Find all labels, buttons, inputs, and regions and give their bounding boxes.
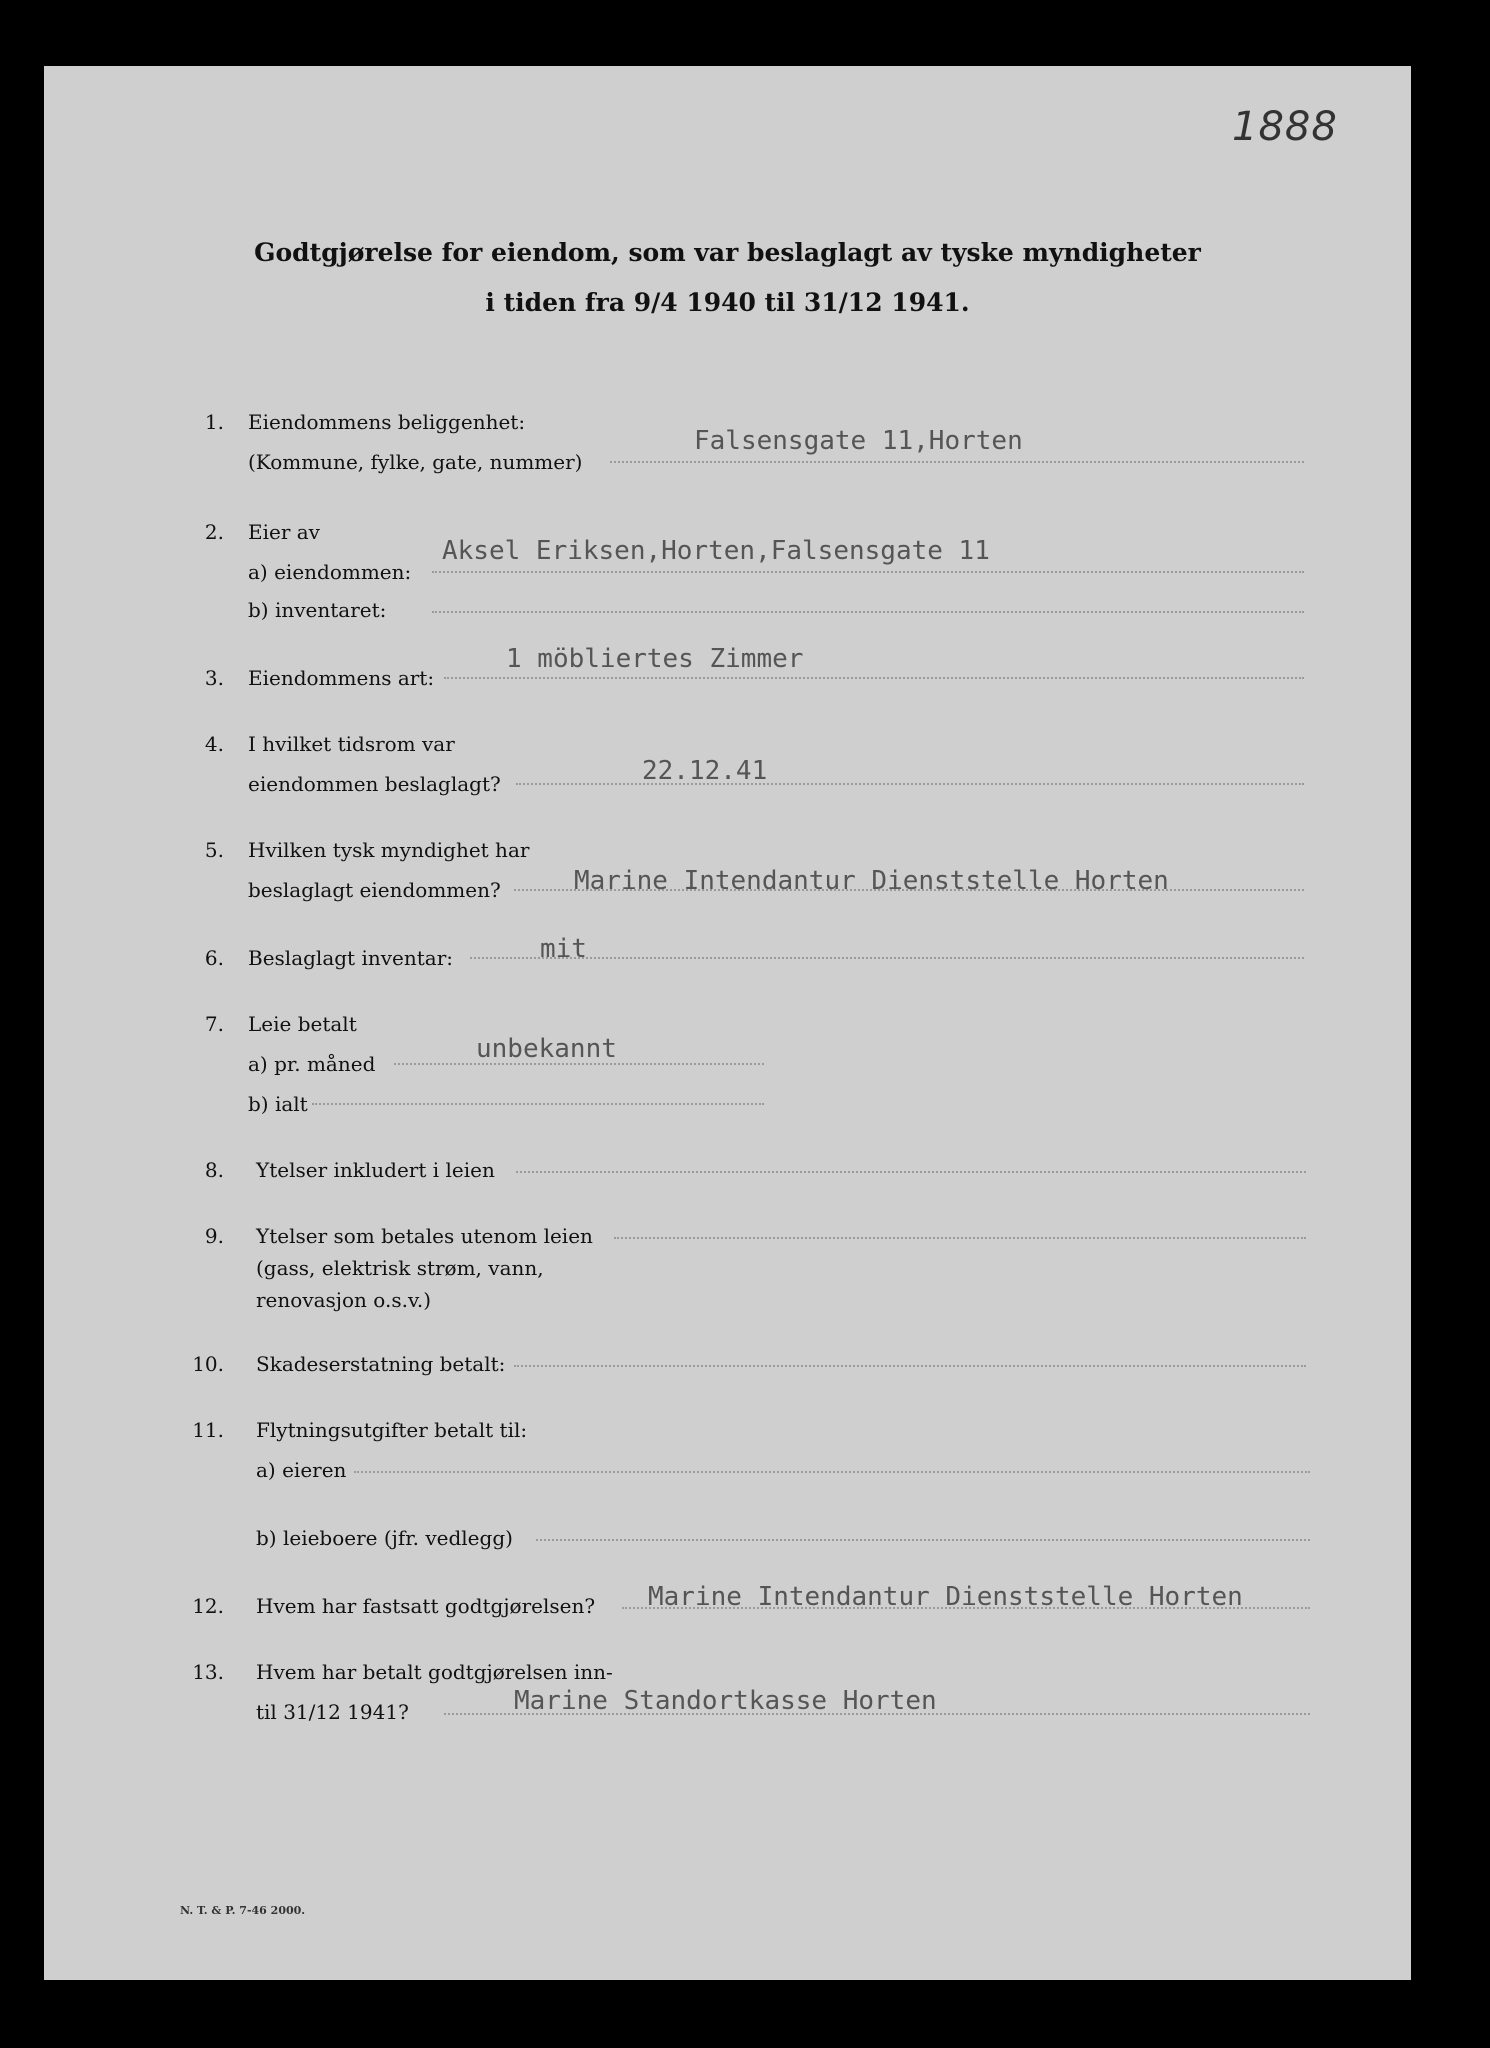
q11-label-a: a) eieren <box>256 1458 347 1482</box>
q12-number: 12. <box>192 1594 224 1618</box>
q11a-answer-line <box>354 1471 1310 1473</box>
q4-answer-line <box>516 783 1304 785</box>
q1-number: 1. <box>204 410 224 434</box>
q7a-answer: unbekannt <box>476 1034 617 1064</box>
q11-number: 11. <box>192 1418 224 1442</box>
q2a-answer: Aksel Eriksen,Horten,Falsensgate 11 <box>442 536 990 566</box>
q9-number: 9. <box>204 1224 224 1248</box>
q8-number: 8. <box>204 1158 224 1182</box>
q2a-answer-line <box>432 571 1304 573</box>
q3-answer: 1 möbliertes Zimmer <box>506 644 804 674</box>
q13-answer: Marine Standortkasse Horten <box>514 1686 937 1716</box>
q5-number: 5. <box>204 838 224 862</box>
q9-sublabel2: renovasjon o.s.v.) <box>256 1288 432 1312</box>
q2-label-a: a) eiendommen: <box>248 560 412 584</box>
q4-number: 4. <box>204 732 224 756</box>
q4-label: I hvilket tidsrom var <box>248 732 455 756</box>
q1-answer-line <box>610 461 1304 463</box>
q13-label: Hvem har betalt godtgjørelsen inn- <box>256 1660 613 1684</box>
q10-label: Skadeserstatning betalt: <box>256 1352 506 1376</box>
q7-label-a: a) pr. måned <box>248 1052 376 1076</box>
q4-answer: 22.12.41 <box>642 756 768 786</box>
q9-label: Ytelser som betales utenom leien <box>256 1224 593 1248</box>
q6-answer: mit <box>540 934 587 964</box>
q2-label-b: b) inventaret: <box>248 598 387 622</box>
q2-label: Eier av <box>248 520 320 544</box>
q11-label: Flytningsutgifter betalt til: <box>256 1418 528 1442</box>
q11b-answer-line <box>536 1539 1310 1541</box>
form-page <box>44 66 1411 1980</box>
q6-label: Beslaglagt inventar: <box>248 946 453 970</box>
q12-label: Hvem har fastsatt godtgjørelsen? <box>256 1594 596 1618</box>
q8-label: Ytelser inkludert i leien <box>256 1158 495 1182</box>
q9-sublabel1: (gass, elektrisk strøm, vann, <box>256 1256 544 1280</box>
q10-number: 10. <box>192 1352 224 1376</box>
q3-answer-line <box>444 677 1304 679</box>
form-title-line1: Godtgjørelse for eiendom, som var beslaglagt av tyske myndigheter <box>254 238 1201 267</box>
q2-number: 2. <box>204 520 224 544</box>
q7-number: 7. <box>204 1012 224 1036</box>
q1-sublabel: (Kommune, fylke, gate, nummer) <box>248 450 583 474</box>
q7-label-b: b) ialt <box>248 1092 308 1116</box>
q12-answer: Marine Intendantur Dienststelle Horten <box>648 1582 1243 1612</box>
q1-label: Eiendommens beliggenhet: <box>248 410 526 434</box>
q13-number: 13. <box>192 1660 224 1684</box>
q11-label-b: b) leieboere (jfr. vedlegg) <box>256 1526 513 1550</box>
q3-number: 3. <box>204 666 224 690</box>
q1-answer: Falsensgate 11,Horten <box>694 426 1023 456</box>
q7-label: Leie betalt <box>248 1012 357 1036</box>
handwritten-number: 1888 <box>1232 104 1338 150</box>
form-footer: N. T. & P. 7-46 2000. <box>180 1904 306 1917</box>
q5-label: Hvilken tysk myndighet har <box>248 838 530 862</box>
q7b-answer-line <box>312 1103 764 1105</box>
q3-label: Eiendommens art: <box>248 666 435 690</box>
q13-sublabel: til 31/12 1941? <box>256 1700 409 1724</box>
q9-answer-line <box>614 1237 1306 1239</box>
q2b-answer-line <box>432 611 1304 613</box>
form-title-line2: i tiden fra 9/4 1940 til 31/12 1941. <box>485 288 970 317</box>
q5-sublabel: beslaglagt eiendommen? <box>248 878 501 902</box>
q6-number: 6. <box>204 946 224 970</box>
q10-answer-line <box>514 1365 1306 1367</box>
q5-answer: Marine Intendantur Dienststelle Horten <box>574 866 1169 896</box>
q6-answer-line <box>470 957 1304 959</box>
q8-answer-line <box>516 1171 1306 1173</box>
q4-sublabel: eiendommen beslaglagt? <box>248 772 501 796</box>
